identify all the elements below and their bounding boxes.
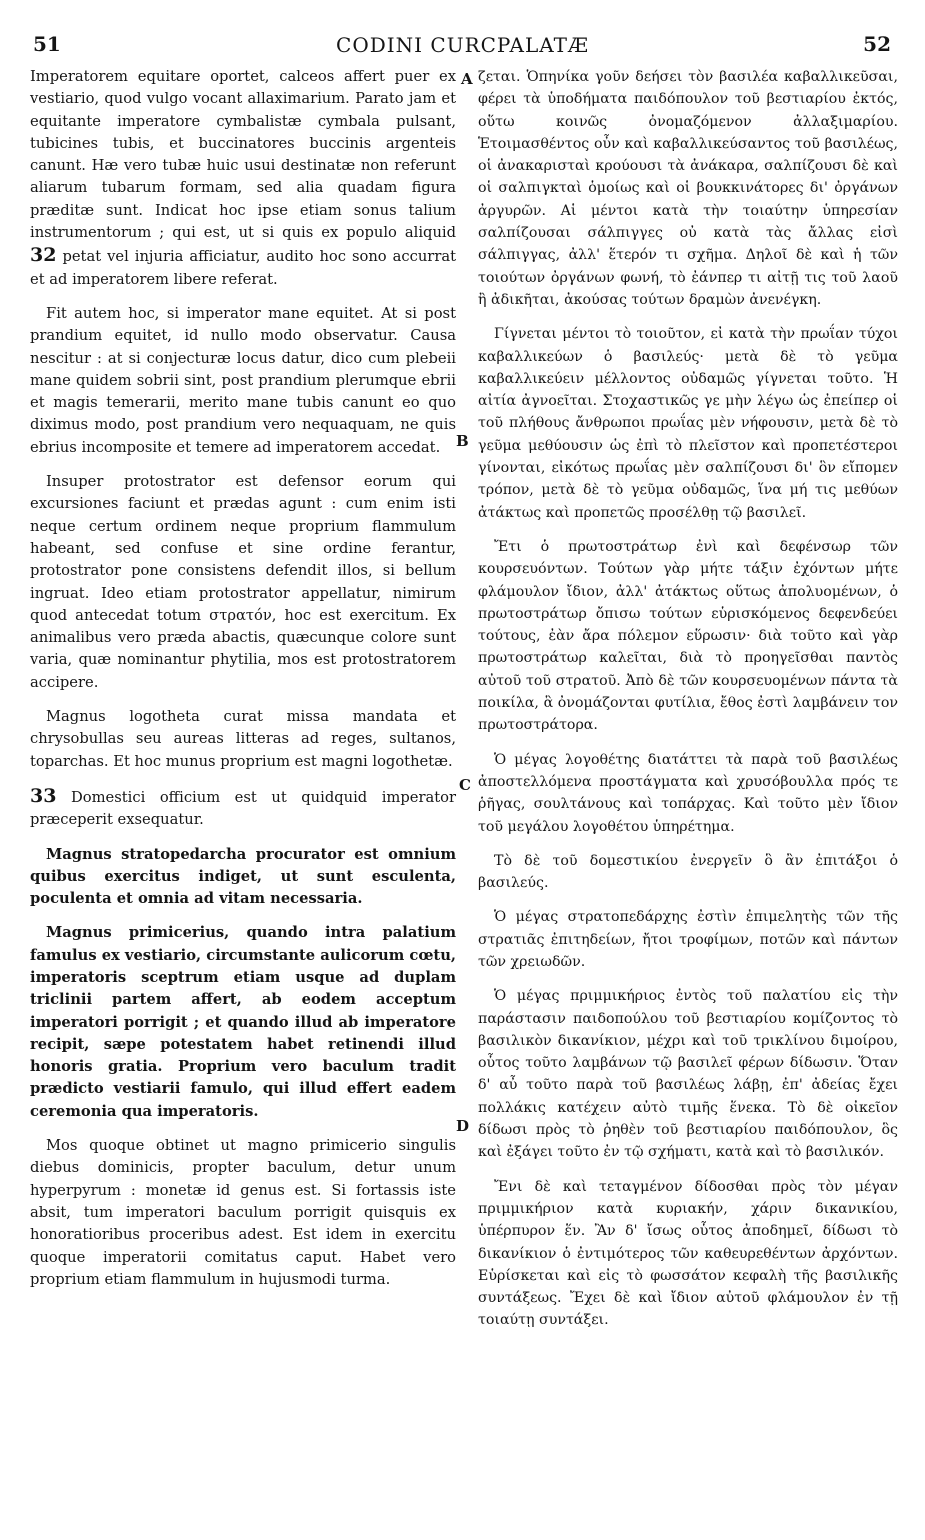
greek-paragraph-3: Ἔτι ὁ πρωτοστράτωρ ἐνὶ καὶ δεφένσωρ τῶν κουρσευόντων. Τούτων γὰρ μήτε τάξιν ἐχόντων μήτε φλάμουλον ἴδιον, ἀλλ' ἀτάκτως οὕτως ἀπολυομένων, ὁ πρωτοστράτωρ ὄπισω τούτων εὑρισκόμενος δεφενδεύει τούτους, ἐὰν ἄρα πόλεμον εὕρωσιν· διὰ τοῦτο καὶ γὰρ πρωτοστράτωρ καλεῖται, διὰ τὸ προηγεῖσθαι παντὸς αὐτοῦ τοῦ στρατοῦ. Ἀπὸ δὲ τῶν κουρσευομένων πάντα τὰ ποικίλα, ἃ ὀνομάζονται φυτίλια, ἔθος ἐστὶ λαμβάνειν τον πρωτοστράτορα.: [478, 538, 898, 734]
running-header: [0, 28, 925, 68]
greek-paragraph-8: Ἔνι δὲ καὶ τεταγμένον δίδοσθαι πρὸς τὸν μέγαν πριμμικήριον κατὰ κυριακήν, χάριν δικανικίου, ὑπέρπυρον ἕν. Ἂν δ' ἴσως οὗτος ἀποδημεῖ, δίδωσι τὸ δικανίκιον ὁ ἐντιμότερος τῶν καθευρεθέντων ἀρχόντων. Εὑρίσκεται καὶ εἰς τὸ φωσσάτον κεφαλὴ τῆς βασιλικῆς συντάξεως. Ἔχει δὲ καὶ ἴδιον αὐτοῦ φλάμουλον ἐν τῇ τοιαύτῃ συντάξει.: [478, 1178, 898, 1329]
page-number-left: 51: [33, 32, 61, 56]
margin-letter-a: A: [461, 70, 473, 88]
latin-paragraph-5: 33 Domestici officium est ut quidquid imperator præceperit exsequatur.: [30, 784, 456, 829]
latin-paragraph-1: Imperatorem equitare oportet, calceos affert puer ex vestiario, quod vulgo vocant allaximarium. Parato jam et equitante imperatore cymbalistæ cymbala pulsant, tubicines tubis, et buccinatores buccinis argenteis canunt. Hæ vero tubæ huic usui destinatæ non referunt aliarum tubarum formam, sed alia quadam figura præditæ sunt. Indicat hoc ipse etiam sonus talium instrumentorum ; qui est, ut si quis ex populo aliquid 32 petat vel injuria afficiatur, audito hoc sono accurrat et ad imperatorem libere referat.: [30, 68, 457, 288]
margin-letter-d: D: [456, 1117, 470, 1135]
greek-paragraph-4: Ὁ μέγας λογοθέτης διατάττει τὰ παρὰ τοῦ βασιλέως ἀποστελλόμενα προστάγματα καὶ χρυσόβουλλα πρός τε ῥῆγας, σουλτάνους καὶ τοπάρχας. Καὶ τοῦτο μὲν ἴδιον τοῦ μεγάλου λογοθέτου ὑπηρέτημα.: [478, 751, 898, 835]
page-number-right: 52: [863, 32, 891, 56]
section-number-32: 32: [30, 244, 57, 267]
section-number-33: 33: [30, 784, 57, 807]
latin-paragraph-4: Magnus logotheta curat missa mandata et chrysobullas seu aureas litteras ad reges, sultanos, toparchas. Et hoc munus proprium est magni logothetæ.: [30, 708, 456, 770]
latin-column: [30, 66, 456, 1303]
greek-paragraph-1: ζεται. Ὁπηνίκα γοῦν δεήσει τὸν βασιλέα καβαλλικεῦσαι, φέρει τὰ ὑποδήματα παιδόπουλον τοῦ βεστιαρίου ἐκτός, οὕτω κοινῶς ὀνομαζόμενον ἀλλαξιμαρίου. Ἑτοιμασθέντος οὖν καὶ καβαλλικεύσαντος τοῦ βασιλέως, οἱ ἀνακαρισταὶ κρούουσι τὰ ἀνάκαρα, σαλπίζουσι δὲ καὶ οἱ σαλπιγκταὶ ὁμοίως καὶ οἱ βουκκινάτορες δι' ὀργάνων ἀργυρῶν. Αἱ μέντοι κατὰ τὴν τοιαύτην ὑπηρεσίαν σαλπίζουσαι σάλπιγγες οὐ κατὰ τὰς ἄλλας εἰσὶ σάλπιγγας, ἀλλ' ἕτερόν τι σχῆμα. Δηλοῖ δὲ καὶ ἡ τῶν τοιούτων ὀργάνων φωνή, τὸ ἐάνπερ τι αἰτῇ τις τοῦ λαοῦ ἢ ἀδικῆται, ἀκούσας τούτων δραμὼν ἀνενέγκη.: [478, 69, 898, 308]
greek-paragraph-6: Ὁ μέγας στρατοπεδάρχης ἐστὶν ἐπιμελητὴς τῶν τῆς στρατιᾶς ἐπιτηδείων, ἤτοι τροφίμων, ποτῶν καὶ πάντων τῶν χρειωδῶν.: [478, 909, 898, 970]
margin-letter-c: C: [459, 776, 471, 794]
latin-paragraph-3: Insuper protostrator est defensor eorum qui excursiones faciunt et prædas agunt : cum enim isti neque certum ordinem neque proprium flammulum habeant, sed confuse et sine ordine ferantur, protostrator pone consistens defendit illos, si bellum ingruat. Ideo etiam protostrator appellatur, nimirum quod antecedat totum στρατόν, hoc est exercitum. Ex animalibus vero præda abactis, quæcunque colore sunt varia, quæ nominantur phytilia, mos est protostratorem accipere.: [30, 473, 456, 691]
margin-letter-b: B: [456, 432, 469, 450]
greek-paragraph-2: Γίγνεται μέντοι τὸ τοιοῦτον, εἰ κατὰ τὴν πρωΐαν τύχοι καβαλλικεύων ὁ βασιλεύς· μετὰ δὲ τὸ γεῦμα καβαλλικεύειν μέλλοντος οὐδαμῶς γίγνεται τοῦτο. Ἡ αἰτία ἀγνοεῖται. Στοχαστικῶς γε μὴν λέγω ὡς ἐπείπερ οἱ τοῦ πλήθους ἄνθρωποι πρωΐας μὲν νήφουσιν, μετὰ δὲ τὸ γεῦμα μεθύουσιν ὡς ἐπὶ τὸ πλεῖστον καὶ προπετέστεροι γίνονται, εἰκότως πρωΐας μὲν σαλπίζουσι δι' ὃν εἴπομεν τρόπον, μετὰ δὲ τὸ γεῦμα οὐδαμῶς, ἵνα μή τις μεθύων ἀτάκτως καὶ προπετῶς προσέλθῃ τῷ βασιλεῖ.: [478, 326, 898, 521]
latin-paragraph-2: Fit autem hoc, si imperator mane equitet. At si post prandium equitet, id nullo modo observatur. Causa nescitur : at si conjecturæ locus datur, dico cum plebeii mane quidem sobrii sint, post prandium plerumque ebrii et magis temerarii, merito mane tubis canunt eo quo diximus modo, post prandium vero nequaquam, ne quis ebrius incomposite et temere ad imperatorem accedat.: [30, 304, 456, 456]
running-title: CODINI CURCPALATÆ: [336, 33, 589, 57]
greek-column: [478, 66, 898, 1344]
greek-paragraph-7: Ὁ μέγας πριμμικήριος ἐντὸς τοῦ παλατίου εἰς τὴν παράστασιν παιδοπούλου τοῦ βεστιαρίου κομίζοντος τὸ βασιλικὸν δικανίκιον, μέχρι καὶ τοῦ τρικλίνου διμοίρου, οὗτος τοῦτο λαμβάνων τῷ βασιλεῖ φέρων δίδωσιν. Ὅταν δ' αὖ τοῦτο παρὰ τοῦ βασιλέως λάβῃ, ἐπ' ἀδείας ἔχει πολλάκις κατέχειν αὐτὸ τιμῆς ἕνεκα. Τὸ δὲ οἰκεῖον δίδωσι πρὸς τὸ ῥηθὲν τοῦ βεστιαρίου παιδόπουλον, ὃς καὶ ἐξάγει τοῦτο ἐν τῷ σχήματι, κατὰ καὶ τὸ βασιλικόν.: [478, 988, 898, 1161]
latin-paragraph-8: Mos quoque obtinet ut magno primicerio singulis diebus dominicis, propter baculum, detur unum hyperpyrum : monetæ id genus est. Si fortassis iste absit, tum imperatori baculum porrigit quisquis ex honoratioribus proceribus adest. Est idem in exercitu quoque imperatorii comitatus caput. Habet vero proprium etiam flammulum in hujusmodi turma.: [30, 1137, 456, 1288]
latin-paragraph-6: Magnus stratopedarcha procurator est omnium quibus exercitus indiget, ut sunt esculenta, poculenta et omnia ad vitam necessaria.: [30, 845, 456, 908]
greek-paragraph-5: Τὸ δὲ τοῦ δομεστικίου ἐνεργεῖν ὃ ἂν ἐπιτάξοι ὁ βασιλεύς.: [478, 852, 898, 892]
latin-paragraph-7: Magnus primicerius, quando intra palatium famulus ex vestiario, circumstante aulicorum cœtu, imperatoris sceptrum etiam usque ad duplam triclinii partem affert, ab eodem acceptum imperatori porrigit ; et quando illud ab imperatore recipit, sæpe potestatem habet retinendi illud honoris gratia. Proprium vero baculum tradit prædicto vestiarii famulo, qui illud effert eadem ceremonia qua imperatoris.: [30, 924, 456, 1120]
